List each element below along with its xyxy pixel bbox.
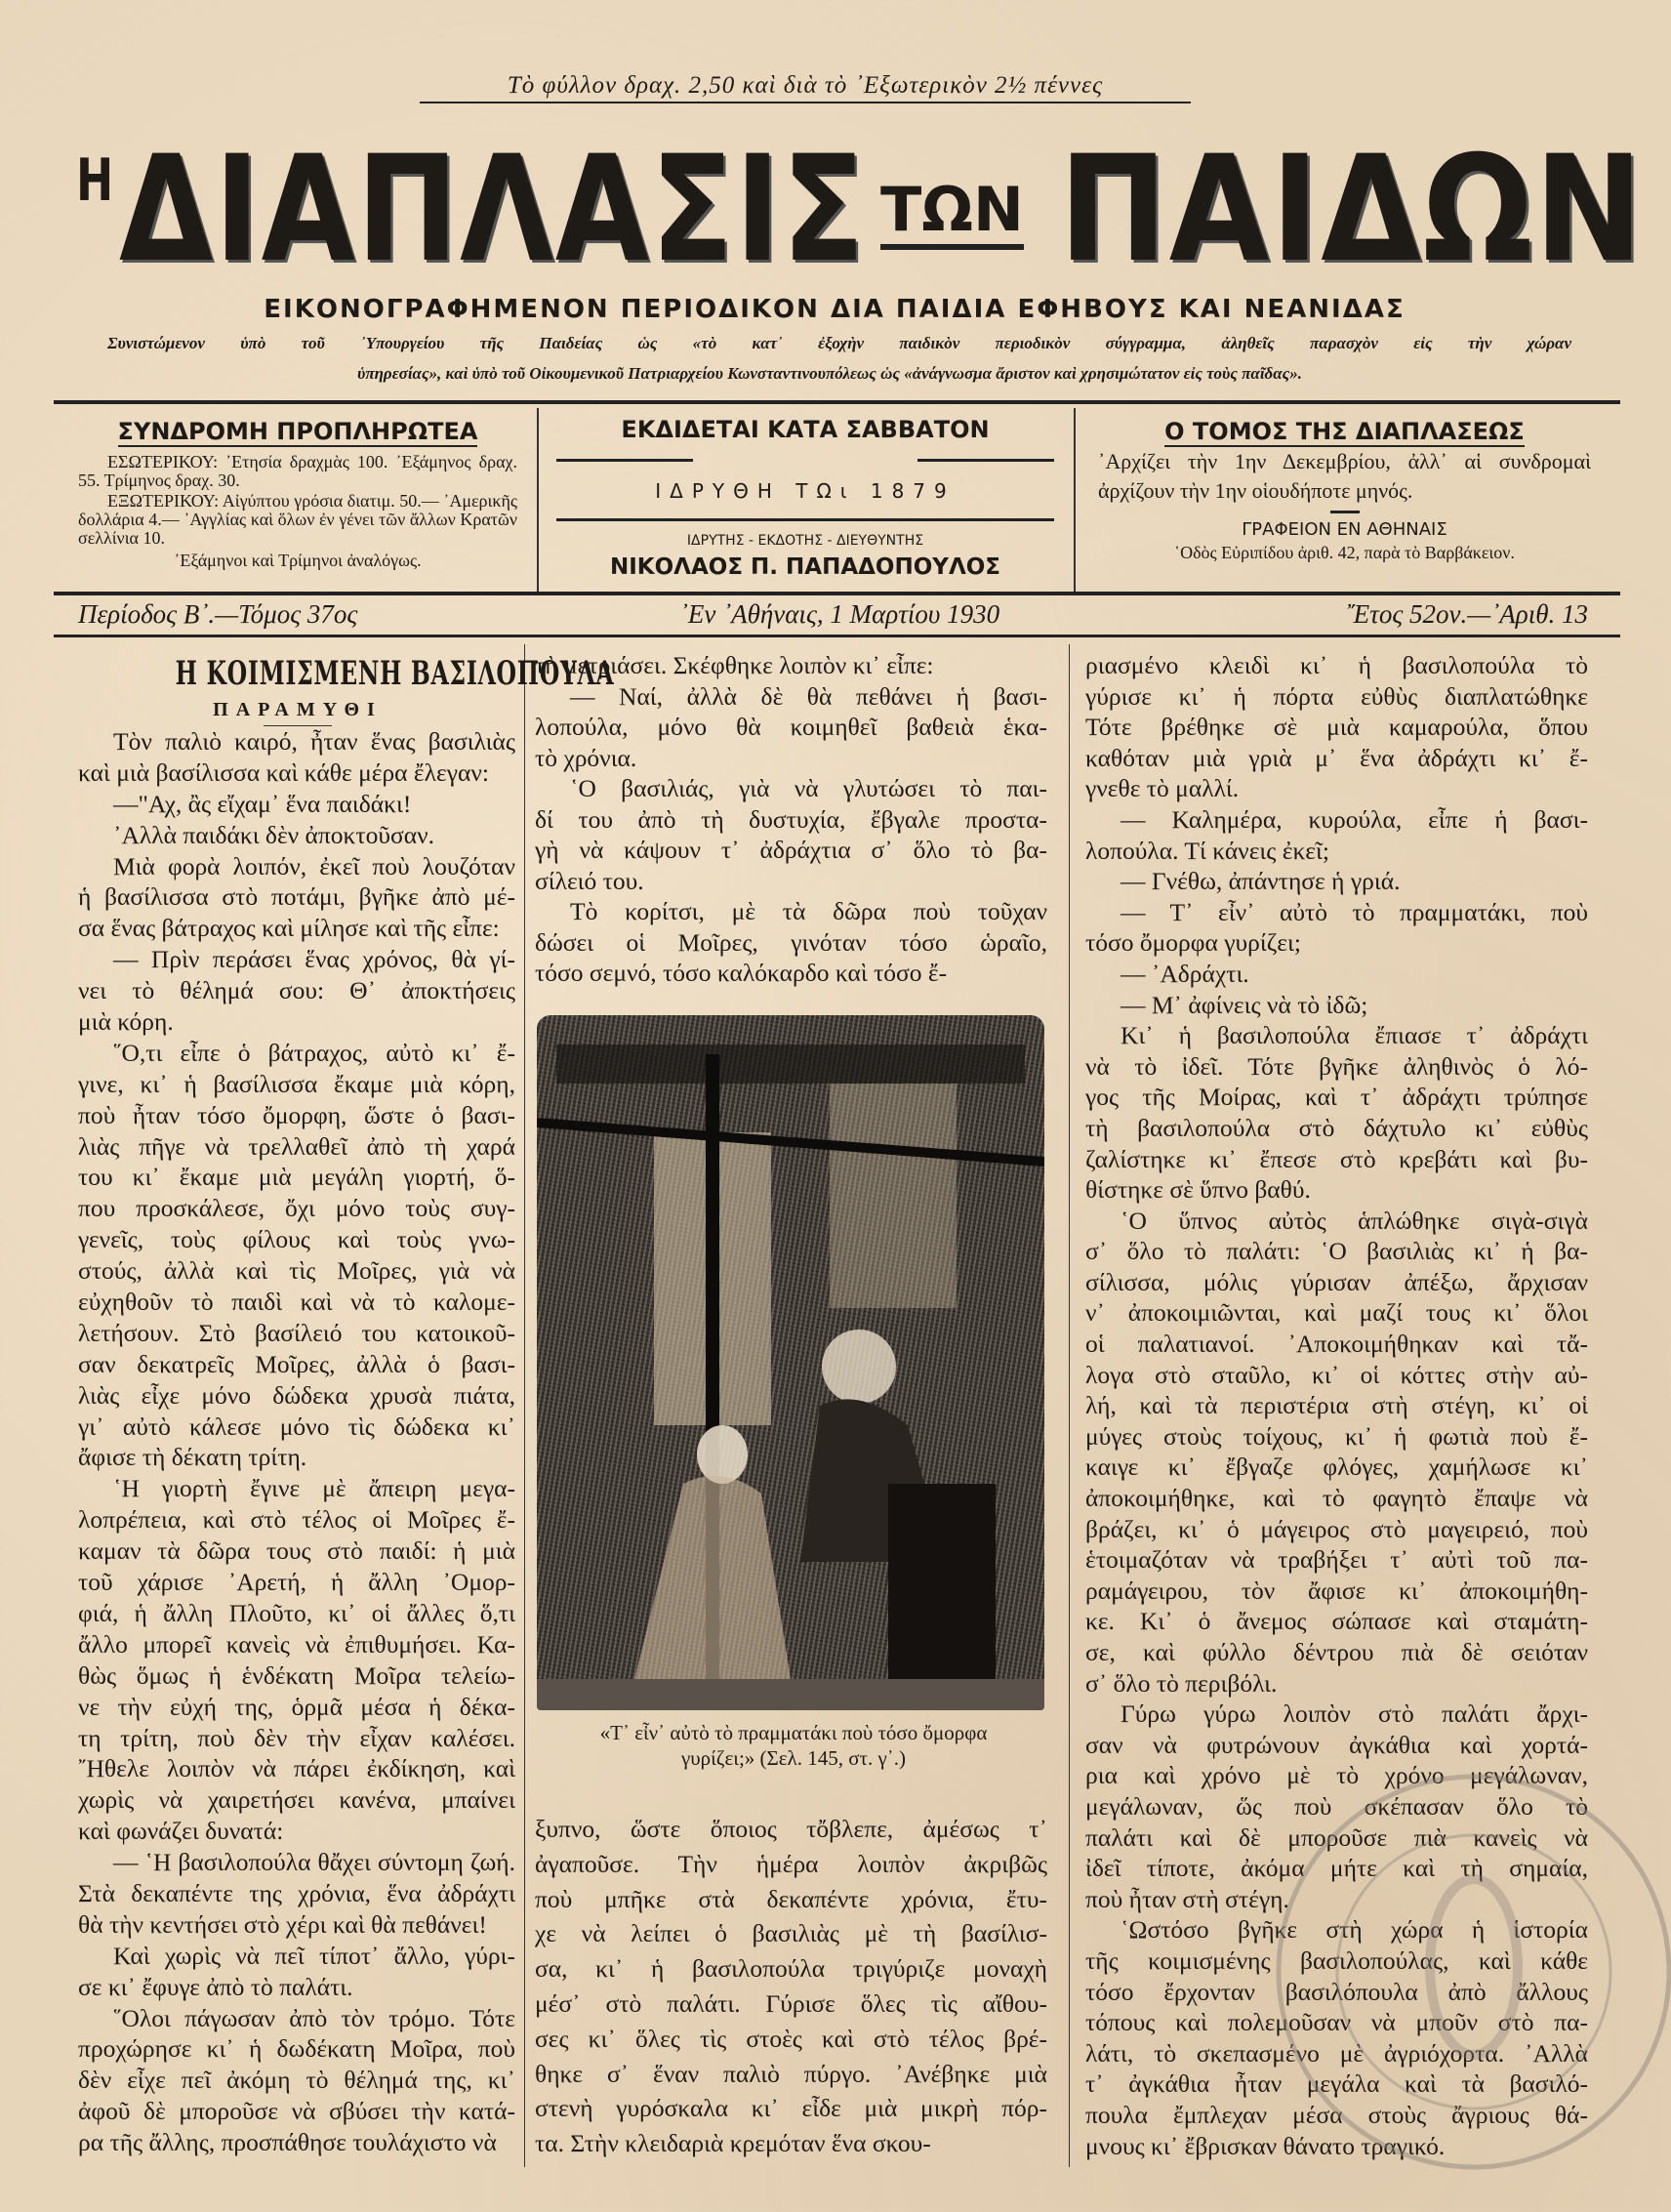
paragraph [78,944,515,1038]
paragraph [535,1812,1047,2161]
text-line: ρια καὶ χρόνο μὲ τὸ χρόνο μεγάλωναν, [1085,1761,1588,1790]
column-2-top [535,650,1047,989]
paragraph [78,1473,515,1847]
paragraph [1085,990,1588,1021]
paragraph [78,2003,515,2158]
period-volume: Περίοδος Β᾽.—Τόμος 37ος [78,599,358,629]
text-line: Τότε βρέθηκε σὲ μιὰ καμαρούλα, ὅπου [1085,713,1588,742]
text-line: ἡ βασίλισσα στὸ ποτάμι, βγῆκε ἀπὸ μέ- [78,882,515,912]
text-line: ἄλλο μπορεῖ κανεὶς νὰ ἐπιθυμήσει. Κα- [78,1629,515,1659]
text-line: γος τῆς Μοίρας, καὶ τ᾽ ἀδράχτι τρύπησε [1085,1083,1588,1112]
text-line: προχώρησε κι᾽ ἡ δωδέκατη Μοῖρα, ποὺ [78,2034,515,2064]
text-line: ξυπνο, ὥστε ὅποιος τὄβλεπε, ἀμέσως τ᾽ [535,1815,1047,1843]
text-line: οἱ παλατιανοί. ᾽Αποκοιμήθηκαν καὶ τἄ- [1085,1330,1588,1359]
text-line: καμαν τὰ δῶρα τους στὸ παιδί: ἡ μιὰ [78,1536,515,1566]
volume-box [1098,418,1591,563]
text-line: ρα τῆς ἄλλης, προσπάθησε τουλάχιστο νὰ [78,2128,497,2157]
text-line: τ᾽ ἀγκάθια ἦταν μεγάλα καὶ τὰ βασιλό- [1085,2069,1588,2099]
box-title: Ο ΤΟΜΟΣ ΤΗΣ ΔΙΑΠΛΑΣΕΩΣ [1164,418,1525,445]
text-line: — ῾Η βασιλοπούλα θἄχει σύντομη ζωή. [113,1848,515,1877]
article-genre: ΠΑΡΑΜΥΘΙ [78,699,517,726]
text-line: Κι᾽ ἡ βασιλοπούλα ἔπιασε τ᾽ ἀδράχτι [1121,1021,1588,1050]
editor-name: ΝΙΚΟΛΑΟΣ Π. ΠΑΠΑΔΟΠΟΥΛΟΣ [609,554,1001,580]
text-line: μνους κι᾽ ἔβρισκαν θάνατο τραγικό. [1085,2131,1446,2160]
text-line: λοπούλα, μόνο θὰ κοιμηθεῖ βαθειὰ ἑκα- [535,713,1047,741]
paragraph [1085,897,1588,959]
text-line: βράζει, κι᾽ ὁ μάγειρος στὸ μαγειρειό, ποὺ [1085,1514,1588,1543]
text-line: λιὰς εἶχε μόνο δώδεκα χρυσὰ πιάτα, [78,1380,515,1410]
box-title: ΣΥΝΔΡΟΜΗ ΠΡΟΠΛΗΡΩΤΕΑ [117,418,478,445]
publication-box [556,416,1054,580]
text-line: σίλισσα, μόλις γύρισαν ἀπέξω, ἄρχισαν [1085,1267,1588,1296]
text-line: ῞Ολοι πάγωσαν ἀπὸ τὸν τρόμο. Τότε [113,2003,515,2032]
paragraph [535,896,1047,989]
text-line: σα, κι᾽ ἡ βασιλοπούλα τριγύριζε μοναχὴ [535,1954,1047,1984]
text-line: — Καλημέρα, κυρούλα, εἶπε ἡ βασι- [1121,804,1588,834]
text-line: παλάτι καὶ δὲ μποροῦσε πιὰ κανεὶς νὰ [1085,1823,1588,1852]
masthead-subtitle: ΕΙΚΟΝΟΓΡΑΦΗΜΕΝΟΝ ΠΕΡΙΟΔΙΚΟΝ ΔΙΑ ΠΑΙΔΙΑ ΕΦΗΒΟΥΣ ΚΑΙ ΝΕΑΝΙΔΑΣ [264,295,1406,324]
text-line: τὸ χρόνια. [535,743,637,772]
text-line: καιγε κι᾽ ἔβγαζε φλόγες, χαμήλωσε κι᾽ [1085,1453,1588,1482]
caption-line: «Τ᾽ εἶν᾽ αὐτὸ τὸ πραμματάκι ποὺ τόσο ὄμορφα [599,1721,988,1744]
text-line: γι᾽ αὐτὸ κάλεσε μόνο τὶς δώδεκα κι᾽ [78,1412,515,1441]
text-line: — Πρὶν περάσει ἕνας χρόνος, θὰ γί- [113,945,515,974]
illustration-caption [535,1720,1052,1771]
paragraph [535,650,1047,681]
text-line: σε, καὶ φύλλο δέντρου πιὰ δὲ σειόταν [1085,1638,1588,1666]
paragraph [535,773,1047,896]
divider [537,408,539,592]
editor-role: ΙΔΡΥΤΗΣ - ΕΚΔΟΤΗΣ - ΔΙΕΥΘΥΝΤΗΣ [686,533,924,549]
text-line: Τὸ κορίτσι, μὲ τὰ δῶρα ποὺ τοῦχαν [570,897,1047,925]
text-line: εὐχηθοῦν τὸ παιδὶ καὶ νὰ τὸ καλομε- [78,1288,515,1317]
rates-note: ᾽Εξάμηνοι καὶ Τρίμηνοι ἀναλόγως. [174,551,422,570]
text-line: τῆς κοιμισμένης βασιλοπούλας, καὶ κάθε [1085,1946,1588,1975]
text-line: ἄφισε τὴ δέκατη τρίτη. [78,1443,307,1472]
paragraph [78,789,515,820]
masthead-word: ΔΙΑΠΛΑΣΙΣ [119,125,867,295]
text-line: σα ἕνας βάτραχος καὶ μίλησε καὶ τῆς εἶπε: [78,914,500,943]
text-line: τοῦ χάρισε ᾽Αρετή, ἡ ἄλλη ᾽Ομορ- [78,1568,515,1597]
paragraph [535,681,1047,774]
text-line: μεγάλωναν, ὥς ποὺ σκέπασαν ὅλο τὸ [1085,1791,1588,1821]
paragraph [1085,959,1588,990]
paragraph [1085,650,1588,804]
text-line: κε. Κι᾽ ὁ ἄνεμος σώπασε καὶ σταμάτη- [1085,1607,1588,1636]
text-line: Στὰ δεκαπέντε της χρόνια, ἕνα ἀδράχτι [78,1878,515,1907]
article-title-wrap [78,652,615,695]
text-line: δώσει οἱ Μοῖρες, γινόταν τόσο ὡραῖο, [535,927,1047,957]
text-line: ῾Ο βασιλιάς, γιὰ νὰ γλυτώσει τὸ παι- [570,774,1047,802]
masthead-article: Η [76,146,114,215]
text-line: ν᾽ ἀποκοιμιῶνται, καὶ μαζί τους κι᾽ ὅλοι [1085,1298,1588,1328]
text-line: καθόταν μιὰ γριὰ μ᾽ ἕνα ἀδράχτι κι᾽ ἔ- [1085,743,1588,772]
text-line: ριασμένο κλειδὶ κι᾽ ἡ βασιλοπούλα τὸ [1085,651,1588,679]
issue-date: ᾽Εν ᾽Αθήναις, 1 Μαρτίου 1930 [678,599,1000,629]
text-line: δί του ἀπὸ τὴ δυστυχία, ἔβγαλε προστα- [535,804,1047,834]
text-line: σε κι᾽ ἔφυγε ἀπὸ τὸ παλάτι. [78,1972,353,2001]
text-line: θὰ τὴν κεντήσει στὸ χέρι καὶ θὰ πεθάνει! [78,1909,487,1939]
divider [54,592,1620,595]
office-title: ΓΡΑΦΕΙΟΝ ΕΝ ΑΘΗΝΑΙΣ [1242,519,1447,540]
text-line: ραμάγειρου, τὸν ἄφισε κι᾽ ἀποκοιμήθη- [1085,1576,1588,1605]
paragraph [78,820,515,851]
text-line: — Τ᾽ εἶν᾽ αὐτὸ τὸ πραμματάκι, ποὺ [1121,897,1588,926]
divider [1074,408,1076,592]
text-line: ἀφοῦ δὲ μποροῦσε νὰ σβύσει τὴν κατά- [78,2097,515,2126]
text-line: ῎Ηθελε λοιπὸν νὰ πάρει ἐκδίκηση, καὶ [78,1754,515,1783]
text-line: γενεῖς, τοὺς φίλους καὶ τοὺς γνω- [78,1225,515,1254]
masthead-logo [68,125,1645,295]
text-line: γὴ νὰ κάψουν τ᾽ ἀδράχτια σ᾽ ὅλο τὸ βα- [535,836,1047,864]
text-line: νει τὸ θέλημά σου: Θ᾽ ἀποκτήσεις [78,976,515,1005]
text-line: γύρισε κι᾽ ἡ πόρτα εὐθὺς διαπλατώθηκε [1085,681,1588,711]
text-line: στενὴ γυρόσκαλα κι᾽ εἶδε μιὰ μικρὴ πόρ- [535,2094,1047,2123]
text-line: καὶ φωνάζει δυνατά: [78,1817,284,1846]
text-line: στούς, ἀλλὰ καὶ τὶς Μοῖρες, γιὰ νὰ [78,1256,515,1286]
text-line: τα. Στὴν κλειδαριὰ κρεμόταν ἕνα σκου- [535,2129,931,2158]
text-line: χε νὰ λείπει ὁ βασιλιὰς μὲ τὴ βασίλισ- [535,1919,1047,1948]
illustration-image [537,1015,1044,1710]
text-line: θίστηκε σὲ ὕπνο βαθύ. [1085,1175,1311,1205]
text-line: του κι᾽ ἔκαμε μιὰ μεγάλη γιορτή, ὅ- [78,1163,515,1192]
divider [54,400,1620,404]
text-line: δὲν εἶχε πεῖ ἀκόμη τὸ θέλημά της, κι᾽ [78,2066,515,2095]
price-line: Τὸ φύλλον δραχ. 2,50 καὶ διὰ τὸ ᾽Εξωτερικὸν 2½ πέννες [420,72,1191,103]
subscription-box [78,418,517,570]
text-line: λή, καὶ τὰ περιστέρια στὴ στέγη, κι᾽ οἱ [1085,1391,1588,1420]
text-line: τόσο ἔρχονταν βασιλόπουλα ἀπὸ ἄλλους [1085,1977,1588,2006]
text-line: τὴ μετριάσει. Σκέφθηκε λοιπὸν κι᾽ εἶπε: [535,651,934,679]
paragraph [1085,1206,1588,1700]
text-line: σίλειό του. [535,866,644,895]
text-line: θηκε σ᾽ ἕναν παλιὸ πύργο. ᾽Ανέβηκε μιὰ [535,2059,1047,2088]
masthead-word: ΠΑΙΔΩΝ [1059,125,1645,295]
text-line: ᾽Αλλὰ παιδάκι δὲν ἀποκτοῦσαν. [113,820,435,849]
text-line: ἀγαποῦσε. Τὴν ἡμέρα λοιπὸν ἀκριβῶς [535,1849,1047,1878]
column-1 [78,726,515,2158]
text-line: Τὸν παλιὸ καιρό, ἦταν ἕνας βασιλιὰς [113,727,515,756]
text-line: γνεθε τὸ μαλλί. [1085,774,1240,803]
recommendation-line: Συνιστώμενον ὑπὸ τοῦ ᾽Υπουργείου τῆς Παιδείας ὡς «τὸ κατ᾽ ἐξοχὴν παιδικὸν περιοδικὸν σύγγραμμα, ἀληθεῖς παρασχὸν εἰς τὴν χώραν [107,334,1571,352]
text-line: —"Αχ, ἂς εἴχαμ᾽ ἕνα παιδάκι! [113,789,412,818]
text-line: σες κι᾽ ὅλες τὶς στοὲς καὶ στὸ τέλος βρέ- [535,2024,1047,2053]
illustration-spinning-scene [537,1015,1044,1710]
paragraph [78,1038,515,1473]
text-line: λοπούλα. Τί κάνεις ἐκεῖ; [1085,836,1329,865]
text-line: μιὰ κόρη. [78,1007,174,1037]
issue-number: ῎Ετος 52ον.—᾽Αριθ. 13 [1344,599,1588,629]
text-line: τη τρίτη, ποὺ δὲν τὴν εἶχαν καλέσει. [78,1723,515,1752]
text-line: τὴ βασιλοπούλα στὸ δάχτυλο κι᾽ εὐθὺς [1085,1113,1588,1142]
text-line: ποὺ ἦταν στὴ στέγη. [1085,1884,1289,1913]
text-line: πουλα ἔμπλεχαν μέσα στοὺς ἄγριους θά- [1085,2100,1588,2129]
divider [54,635,1620,637]
text-line: ἰδεῖ τίποτε, ἀκόμα μήτε καὶ τὴ σημαία, [1085,1854,1588,1883]
text-line: φιά, ἡ ἄλλη Πλοῦτο, κι᾽ οἱ ἄλλες ὅ,τι [78,1598,515,1627]
recommendation-line: ὑπηρεσίας», καὶ ὑπὸ τοῦ Οἰκουμενικοῦ Πατριαρχείου Κωνσταντινουπόλεως ὡς «ἀνάγνωσμα ἄριστον καὶ χρησιμώτατον εἰς τοὺς παῖδας». [357,364,1302,383]
text-line: ῾Η γιορτὴ ἔγινε μὲ ἄπειρη μεγα- [113,1474,515,1503]
paragraph [1085,804,1588,866]
paragraph [78,726,515,789]
paragraph [1085,866,1588,897]
text-line: σαν δεκατρεῖς Μοῖρες, ἀλλὰ ὁ βασι- [78,1349,515,1378]
masthead-word: ΤΩΝ [880,176,1024,250]
text-line: γινε, κι᾽ ἡ βασίλισσα ἔκαμε μιὰ κόρη, [78,1069,515,1098]
text-line: που προσκάλεσε, ὄχι μόνο τοὺς συγ- [78,1194,515,1223]
text-line: τόσο ὄμορφα γυρίζει; [1085,928,1301,958]
column-rule [1069,644,1070,2167]
text-line: ζαλίστηκε κι᾽ ἔπεσε στὸ κρεβάτι καὶ βυ- [1085,1144,1588,1173]
text-line: — Γνέθω, ἀπάντησε ἡ γριά. [1121,867,1401,896]
paragraph [78,1941,515,2003]
text-line: Γύρω γύρω λοιπὸν στὸ παλάτι ἄρχι- [1121,1700,1588,1729]
paragraph [78,851,515,945]
caption-line: γυρίζει;» (Σελ. 145, στ. γ᾽.) [680,1746,907,1770]
column-rule [524,644,525,2167]
text-line: ἀποκοιμήθηκε, καὶ τὸ φαγητὸ ἔπαψε νὰ [1085,1484,1588,1513]
box-title: ΕΚΔΙΔΕΤΑΙ ΚΑΤΑ ΣΑΒΒΑΤΟΝ [621,416,990,443]
text-line: σ᾽ ὅλο τὸ περιβόλι. [1085,1668,1278,1698]
text-line: καὶ μιὰ βασίλισσα καὶ κάθε μέρα ἔλεγαν: [78,758,489,787]
text-line: Καὶ χωρὶς νὰ πεῖ τίποτ᾽ ἄλλο, γύρι- [113,1941,515,1970]
article-title: Η ΚΟΙΜΙΣΜΕΝΗ ΒΑΣΙΛΟΠΟΥΛΑ [175,654,615,693]
text-line: ποὺ ἦταν τόσο ὄμορφη, ὥστε ὁ βασι- [78,1100,515,1129]
foreign-rates: ΕΞΩΤΕΡΙΚΟΥ: Αἰγύπτου γρόσια διατιμ. 50.— ᾽Αμερικῆς δολλάρια 4.— ᾽Αγγλίας καὶ ὅλων ἐν γένει τῶν ἄλλων Κρατῶν σελλίνια 10. [78,491,517,548]
text-line: λάτι, τὸ σκεπασμένο μὲ ἀγριόχορτα. ᾽Αλλὰ [1085,2038,1588,2068]
volume-text: ᾽Αρχίζει τὴν 1ην Δεκεμβρίου, ἀλλ᾽ αἱ συνδρομαὶ ἀρχίζουν τὴν 1ην οἱουδήποτε μηνός. [1098,449,1591,503]
text-line: σαν νὰ φυτρώνουν ἀγκάθια καὶ χορτά- [1085,1730,1588,1759]
text-line: θὼς ὅμως ἡ ἑνδέκατη Μοῖρα τελείω- [78,1660,515,1690]
text-line: νὰ τὸ ἰδεῖ. Τότε βγῆκε ἀληθινὸς ὁ λό- [1085,1051,1588,1081]
text-line: — Ναί, ἀλλὰ δὲ θὰ πεθάνει ἡ βασι- [570,681,1047,711]
founded-year: ΙΔΡΥΘΗ ΤΩι 1879 [655,479,956,503]
text-line: σ᾽ ὅλο τὸ παλάτι: ῾Ο βασιλιὰς κι᾽ ἡ βα- [1085,1237,1588,1266]
text-line: νε τὴν εὐχή της, ὁρμᾶ μέσα ἡ δέκα- [78,1692,515,1721]
text-line: Μιὰ φορὰ λοιπόν, ἐκεῖ ποὺ λουζόταν [113,851,515,881]
text-line: λιὰς πῆγε νὰ τρελλαθεῖ ἀπὸ τὴ χαρά [78,1131,515,1161]
text-line: ποὺ μπῆκε στὰ δεκαπέντε χρόνια, ἔτυ- [535,1884,1047,1913]
text-line: μέσ᾽ στὸ παλάτι. Γύρισε ὅλες τὶς αἴθου- [535,1988,1047,2018]
text-line: ῞Ο,τι εἶπε ὁ βάτραχος, αὐτὸ κι᾽ ἔ- [113,1038,515,1067]
text-line: τόπους καὶ πολεμοῦσαν νὰ μποῦν στὸ πα- [1085,2008,1588,2037]
text-line: — Μ᾽ ἀφίνεις νὰ τὸ ἰδῶ; [1121,990,1368,1019]
text-line: τόσο σεμνό, τόσο καλόκαρδο καὶ τόσο ἔ- [535,959,948,987]
domestic-rates: ΕΣΩΤΕΡΙΚΟΥ: ᾽Ετησία δραχμὰς 100. ᾽Εξάμηνος δραχ. 55. Τρίμηνος δραχ. 30. [78,452,517,490]
text-line: ἑτοιμαζόταν νὰ τραβήξει τ᾽ αὐτὶ τοῦ πα- [1085,1545,1588,1575]
paragraph [1085,1020,1588,1206]
text-line: χωρὶς νὰ χαιρετήσει κανένα, μπαίνει [78,1785,515,1815]
library-stamp [1259,1757,1671,2187]
paragraph [78,1847,515,1941]
text-line: — ᾽Αδράχτι. [1121,959,1249,988]
text-line: λογα στὸ σταῦλο, κι᾽ οἱ κόττες στὴν αὐ- [1085,1360,1588,1389]
office-address: ῾Οδὸς Εὐριπίδου ἀριθ. 42, παρὰ τὸ Βαρβάκειον. [1174,543,1515,562]
text-line: ῾Ο ὕπνος αὐτὸς ἁπλώθηκε σιγὰ-σιγὰ [1121,1206,1588,1235]
text-line: ῾Ωστόσο βγῆκε στὴ χώρα ἡ ἱστορία [1121,1915,1588,1945]
text-line: μύγες στοὺς τοίχους, κι᾽ ἡ φωτιὰ ποὺ ἔ- [1085,1421,1588,1451]
column-2-bottom [535,1812,1047,2161]
text-line: λοπρέπεια, καὶ στὸ τέλος οἱ Μοῖρες ἔ- [78,1505,515,1535]
text-line: λετήσουν. Στὸ βασίλειό του κατοικοῦ- [78,1318,515,1347]
